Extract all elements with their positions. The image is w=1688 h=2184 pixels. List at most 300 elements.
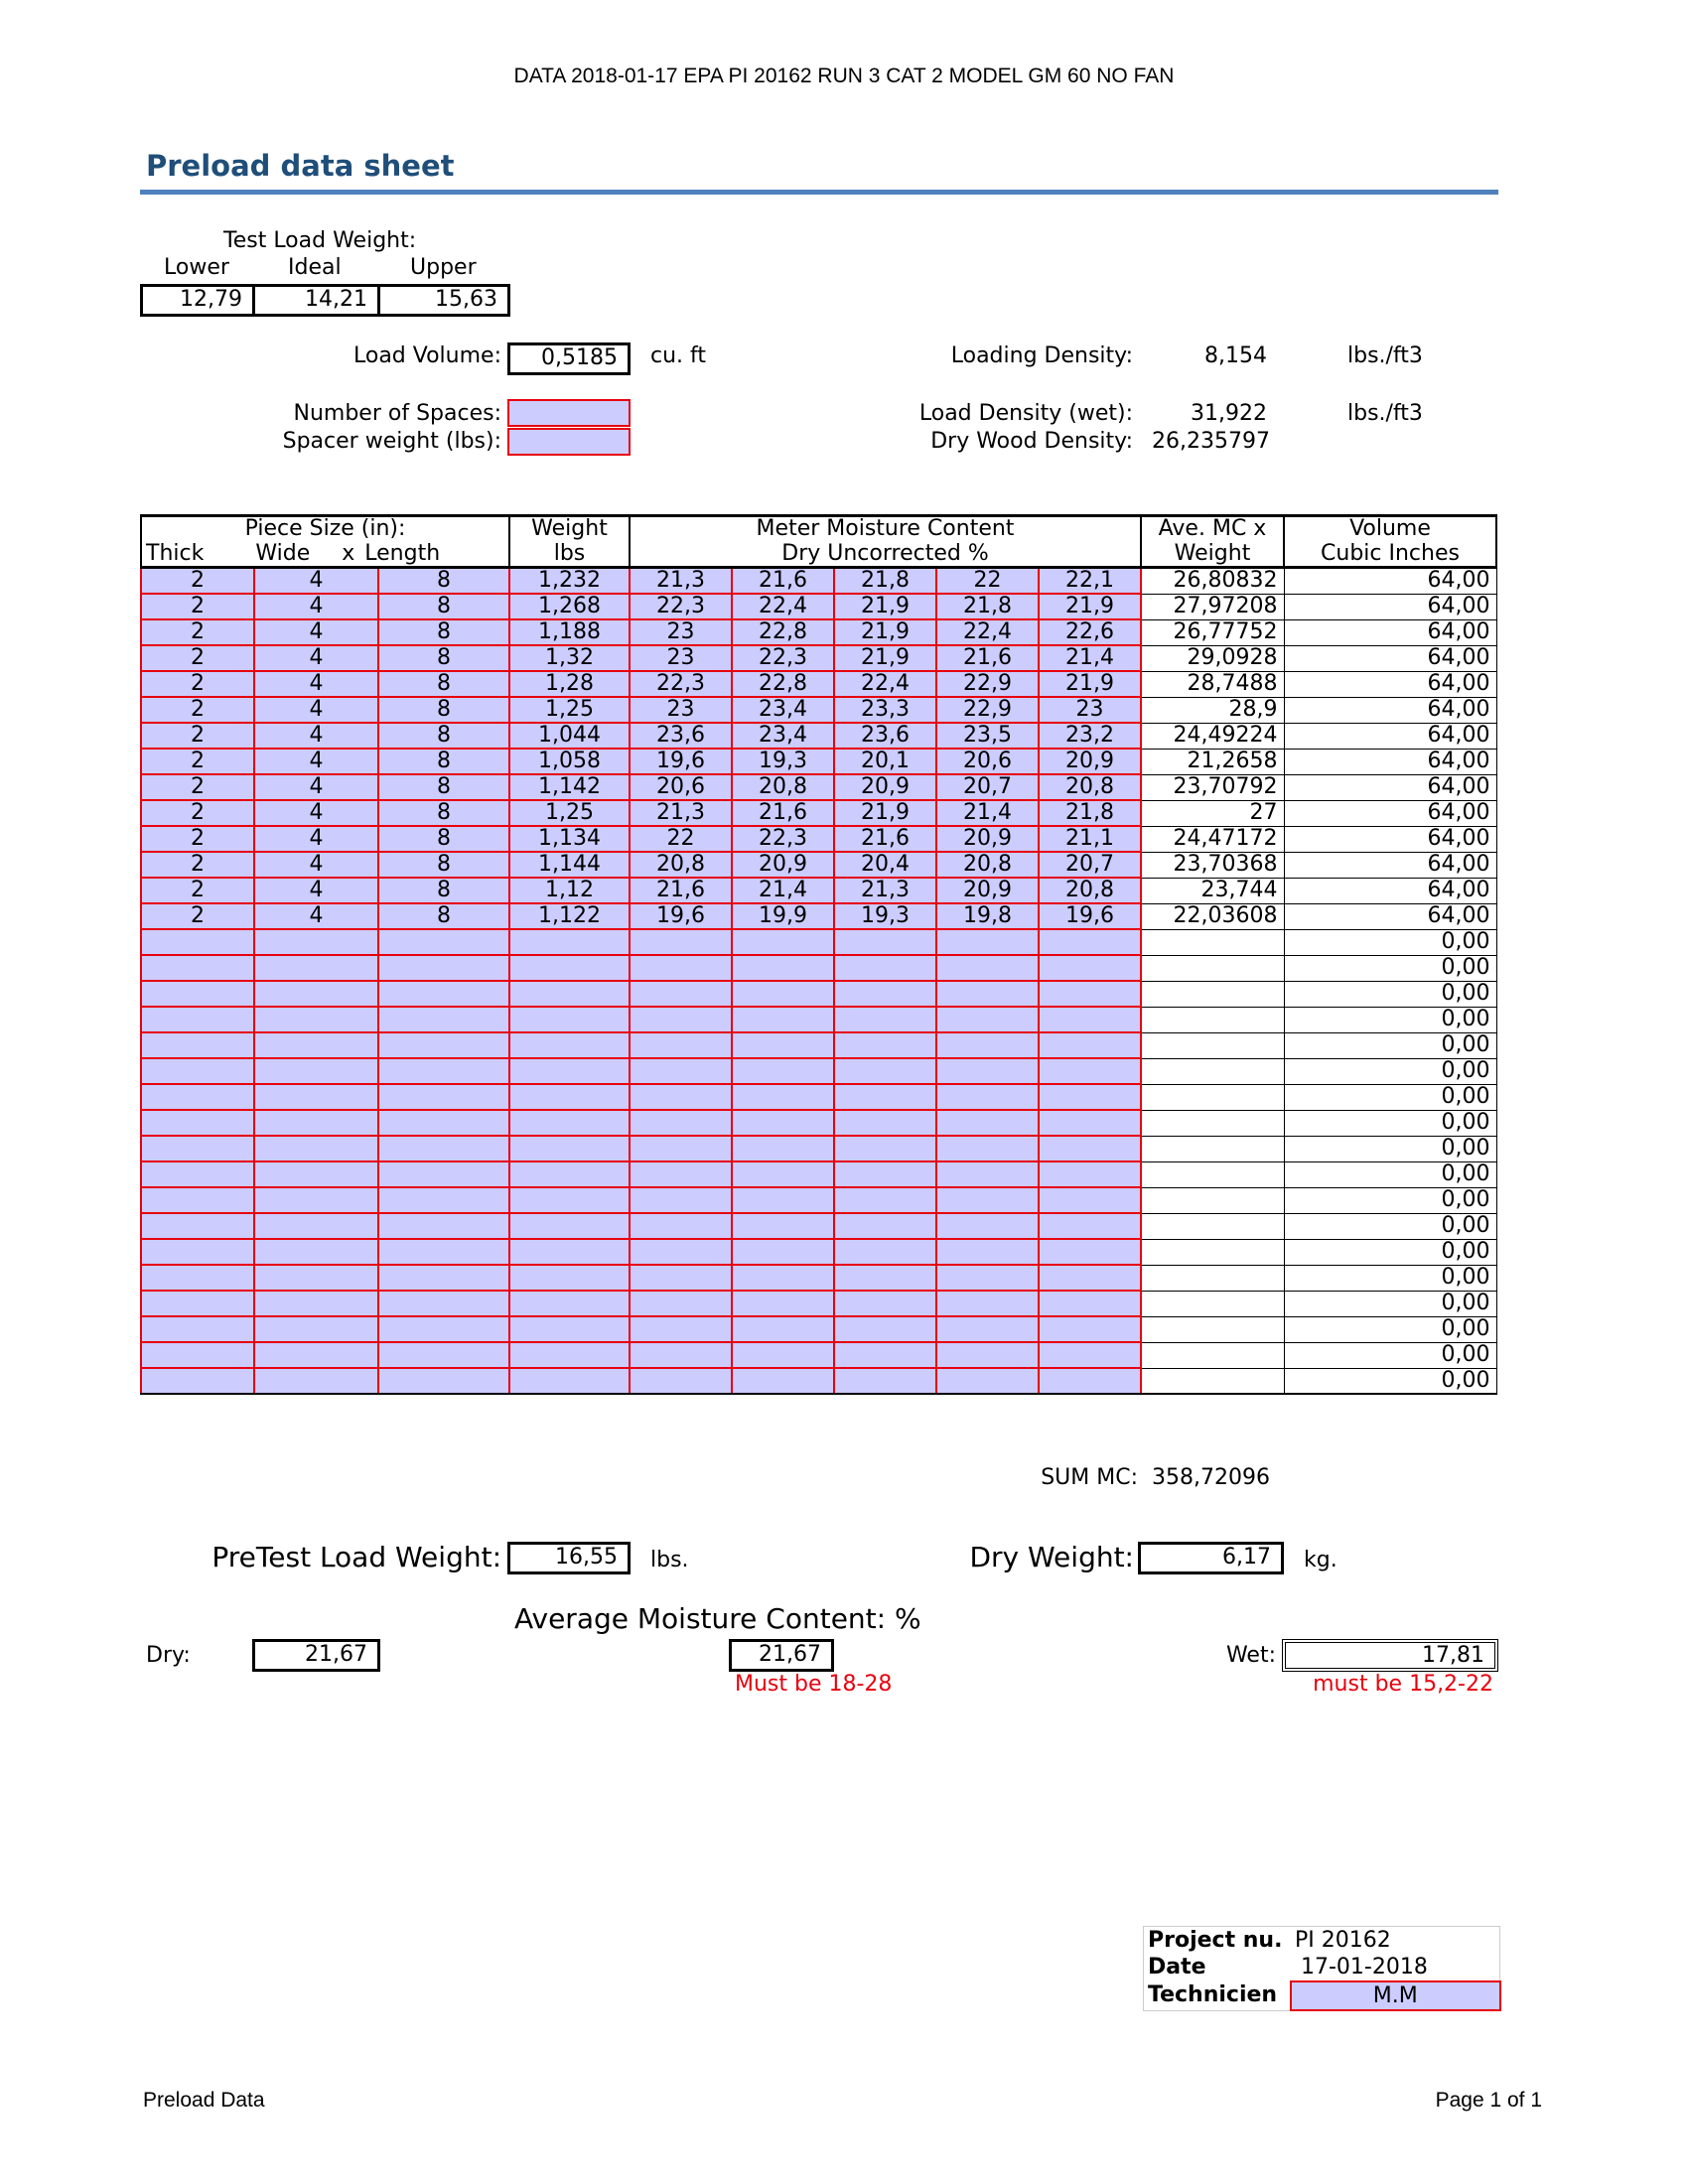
cell-mc2[interactable] [732,1187,834,1213]
cell-mc1[interactable]: 21,3 [630,800,732,826]
cell-weight[interactable]: 1,122 [509,903,630,929]
cell-mc5[interactable]: 21,9 [1039,671,1141,697]
cell-mc2[interactable]: 19,9 [732,903,834,929]
cell-thick[interactable] [141,1161,254,1187]
cell-mc5[interactable] [1039,1213,1141,1239]
cell-mc1[interactable]: 21,6 [630,878,732,903]
cell-mc5[interactable] [1039,1058,1141,1084]
cell-mc1[interactable]: 19,6 [630,903,732,929]
cell-mc5[interactable] [1039,1265,1141,1291]
cell-weight[interactable]: 1,268 [509,594,630,619]
cell-mc3[interactable] [834,1161,936,1187]
cell-mc5[interactable]: 21,1 [1039,826,1141,852]
cell-mc4[interactable]: 20,7 [936,774,1039,800]
cell-wide[interactable] [254,1084,378,1110]
cell-thick[interactable]: 2 [141,723,254,749]
cell-mc5[interactable] [1039,1316,1141,1342]
cell-wide[interactable]: 4 [254,671,378,697]
cell-mc2[interactable] [732,1239,834,1265]
cell-mc5[interactable] [1039,955,1141,981]
cell-length[interactable] [378,1213,509,1239]
cell-mc3[interactable]: 19,3 [834,903,936,929]
cell-weight[interactable] [509,1032,630,1058]
cell-length[interactable] [378,1110,509,1136]
cell-thick[interactable]: 2 [141,749,254,774]
cell-thick[interactable] [141,1084,254,1110]
date-value: 17-01-2018 [1291,1954,1500,1981]
cell-wide[interactable] [254,1136,378,1161]
cell-mc2[interactable]: 22,8 [732,671,834,697]
cell-mc5[interactable] [1039,1187,1141,1213]
cell-mc1[interactable]: 21,3 [630,568,732,595]
cell-mc1[interactable] [630,1032,732,1058]
cell-mc2[interactable] [732,1213,834,1239]
cell-mc3[interactable]: 20,9 [834,774,936,800]
cell-thick[interactable] [141,1007,254,1032]
cell-mc3[interactable]: 21,6 [834,826,936,852]
cell-weight[interactable]: 1,144 [509,852,630,878]
cell-wide[interactable]: 4 [254,774,378,800]
cell-mc1[interactable]: 23 [630,619,732,645]
cell-mc1[interactable] [630,1110,732,1136]
number-of-spaces-input[interactable] [507,399,631,427]
cell-mc4[interactable] [936,981,1039,1007]
cell-weight[interactable]: 1,25 [509,800,630,826]
cell-mc5[interactable]: 21,8 [1039,800,1141,826]
cell-mc2[interactable] [732,1342,834,1368]
cell-mc5[interactable] [1039,1084,1141,1110]
cell-length[interactable] [378,1368,509,1394]
cell-mc4[interactable]: 19,8 [936,903,1039,929]
cell-mc3[interactable] [834,955,936,981]
cell-mc3[interactable] [834,1007,936,1032]
cell-mc4[interactable] [936,1239,1039,1265]
cell-length[interactable]: 8 [378,645,509,671]
cell-mc3[interactable]: 21,9 [834,645,936,671]
cell-mc4[interactable] [936,1007,1039,1032]
cell-length[interactable]: 8 [378,594,509,619]
cell-mc4[interactable] [936,1084,1039,1110]
cell-weight[interactable]: 1,25 [509,697,630,723]
cell-thick[interactable] [141,1265,254,1291]
cell-mc1[interactable] [630,981,732,1007]
cell-mc1[interactable]: 22,3 [630,594,732,619]
cell-mc1[interactable] [630,929,732,955]
cell-length[interactable] [378,1187,509,1213]
cell-thick[interactable] [141,1239,254,1265]
cell-mc2[interactable]: 19,3 [732,749,834,774]
cell-thick[interactable]: 2 [141,800,254,826]
cell-mc3[interactable]: 23,3 [834,697,936,723]
cell-mc5[interactable]: 23 [1039,697,1141,723]
cell-thick[interactable] [141,929,254,955]
cell-weight[interactable] [509,1265,630,1291]
cell-weight[interactable] [509,1058,630,1084]
cell-mc3[interactable] [834,1291,936,1316]
cell-length[interactable]: 8 [378,568,509,595]
cell-mc2[interactable]: 23,4 [732,697,834,723]
cell-length[interactable]: 8 [378,774,509,800]
cell-mc2[interactable] [732,1265,834,1291]
cell-mc4[interactable] [936,1161,1039,1187]
cell-length[interactable]: 8 [378,852,509,878]
cell-weight[interactable]: 1,232 [509,568,630,595]
cell-mc1[interactable]: 23 [630,697,732,723]
cell-mc4[interactable] [936,1213,1039,1239]
cell-mc3[interactable] [834,1110,936,1136]
cell-mc5[interactable]: 23,2 [1039,723,1141,749]
cell-mc2[interactable] [732,1368,834,1394]
cell-weight[interactable]: 1,28 [509,671,630,697]
cell-wide[interactable]: 4 [254,568,378,595]
cell-mc3[interactable] [834,1032,936,1058]
cell-mc1[interactable]: 20,6 [630,774,732,800]
cell-mc5[interactable] [1039,1291,1141,1316]
cell-mc4[interactable] [936,1032,1039,1058]
cell-length[interactable] [378,929,509,955]
cell-length[interactable]: 8 [378,800,509,826]
cell-ave-mc-weight [1141,1187,1284,1213]
cell-mc4[interactable] [936,1265,1039,1291]
cell-length[interactable] [378,1239,509,1265]
cell-mc1[interactable] [630,1007,732,1032]
cell-mc4[interactable] [936,1368,1039,1394]
cell-wide[interactable] [254,1110,378,1136]
cell-thick[interactable]: 2 [141,697,254,723]
cell-mc1[interactable] [630,1265,732,1291]
cell-wide[interactable]: 4 [254,878,378,903]
cell-mc3[interactable]: 23,6 [834,723,936,749]
cell-length[interactable]: 8 [378,749,509,774]
cell-wide[interactable]: 4 [254,723,378,749]
cell-mc2[interactable] [732,1084,834,1110]
cell-mc5[interactable] [1039,1239,1141,1265]
cell-thick[interactable] [141,1110,254,1136]
cell-mc3[interactable]: 21,8 [834,568,936,595]
cell-mc3[interactable] [834,1239,936,1265]
cell-mc5[interactable] [1039,1007,1141,1032]
cell-wide[interactable]: 4 [254,619,378,645]
cell-mc4[interactable] [936,1291,1039,1316]
cell-mc2[interactable]: 22,4 [732,594,834,619]
cell-length[interactable] [378,1084,509,1110]
cell-mc5[interactable]: 21,4 [1039,645,1141,671]
cell-mc1[interactable] [630,955,732,981]
cell-mc5[interactable]: 20,8 [1039,774,1141,800]
cell-weight[interactable]: 1,12 [509,878,630,903]
cell-mc3[interactable]: 20,4 [834,852,936,878]
cell-weight[interactable] [509,1136,630,1161]
cell-mc5[interactable] [1039,1342,1141,1368]
cell-length[interactable]: 8 [378,826,509,852]
cell-thick[interactable]: 2 [141,594,254,619]
table-row [141,1110,1496,1136]
cell-thick[interactable]: 2 [141,878,254,903]
cell-weight[interactable]: 1,134 [509,826,630,852]
cell-weight[interactable] [509,1110,630,1136]
cell-mc5[interactable] [1039,929,1141,955]
cell-length[interactable]: 8 [378,671,509,697]
cell-weight[interactable] [509,1291,630,1316]
cell-length[interactable] [378,1032,509,1058]
cell-mc1[interactable] [630,1161,732,1187]
cell-mc3[interactable] [834,1368,936,1394]
cell-thick[interactable] [141,1187,254,1213]
cell-thick[interactable] [141,1136,254,1161]
cell-mc4[interactable]: 21,6 [936,645,1039,671]
cell-length[interactable]: 8 [378,878,509,903]
cell-thick[interactable] [141,1213,254,1239]
cell-mc5[interactable]: 20,9 [1039,749,1141,774]
cell-mc4[interactable]: 22,9 [936,671,1039,697]
cell-mc4[interactable] [936,1110,1039,1136]
cell-mc4[interactable]: 20,6 [936,749,1039,774]
cell-mc5[interactable]: 19,6 [1039,903,1141,929]
cell-volume: 0,00 [1284,1032,1496,1058]
cell-length[interactable] [378,1136,509,1161]
cell-mc3[interactable] [834,1058,936,1084]
cell-wide[interactable] [254,1368,378,1394]
cell-mc1[interactable]: 22 [630,826,732,852]
cell-mc4[interactable]: 23,5 [936,723,1039,749]
cell-mc4[interactable]: 20,9 [936,826,1039,852]
cell-wide[interactable] [254,955,378,981]
cell-ave-mc-weight: 27 [1141,800,1284,826]
cell-thick[interactable] [141,1342,254,1368]
cell-wide[interactable] [254,1007,378,1032]
cell-wide[interactable] [254,1058,378,1084]
cell-mc4[interactable]: 21,4 [936,800,1039,826]
cell-weight[interactable]: 1,188 [509,619,630,645]
cell-mc1[interactable]: 19,6 [630,749,732,774]
cell-mc5[interactable]: 20,8 [1039,878,1141,903]
cell-thick[interactable]: 2 [141,774,254,800]
cell-length[interactable] [378,1007,509,1032]
cell-mc2[interactable] [732,981,834,1007]
cell-mc4[interactable]: 20,9 [936,878,1039,903]
cell-mc2[interactable] [732,1032,834,1058]
cell-thick[interactable]: 2 [141,903,254,929]
cell-weight[interactable]: 1,044 [509,723,630,749]
cell-wide[interactable] [254,1265,378,1291]
cell-mc4[interactable] [936,929,1039,955]
cell-mc1[interactable] [630,1136,732,1161]
cell-weight[interactable] [509,1213,630,1239]
cell-mc2[interactable] [732,1136,834,1161]
cell-length[interactable] [378,1058,509,1084]
cell-mc3[interactable] [834,1316,936,1342]
cell-thick[interactable] [141,955,254,981]
cell-wide[interactable] [254,1342,378,1368]
cell-mc3[interactable] [834,1342,936,1368]
cell-weight[interactable] [509,1239,630,1265]
cell-mc2[interactable]: 21,6 [732,568,834,595]
cell-mc3[interactable] [834,981,936,1007]
cell-mc2[interactable] [732,929,834,955]
cell-mc2[interactable]: 23,4 [732,723,834,749]
technician-input[interactable]: M.M [1291,1981,1500,2010]
cell-weight[interactable] [509,981,630,1007]
cell-weight[interactable] [509,955,630,981]
cell-mc1[interactable]: 20,8 [630,852,732,878]
cell-mc5[interactable]: 22,6 [1039,619,1141,645]
cell-mc1[interactable]: 23,6 [630,723,732,749]
cell-weight[interactable] [509,1342,630,1368]
cell-mc1[interactable] [630,1187,732,1213]
cell-wide[interactable] [254,1213,378,1239]
cell-mc2[interactable] [732,955,834,981]
cell-mc4[interactable] [936,1187,1039,1213]
cell-mc4[interactable] [936,1342,1039,1368]
cell-mc5[interactable]: 20,7 [1039,852,1141,878]
cell-wide[interactable] [254,1161,378,1187]
cell-mc3[interactable] [834,1213,936,1239]
cell-mc3[interactable]: 20,1 [834,749,936,774]
cell-mc2[interactable]: 21,6 [732,800,834,826]
cell-mc1[interactable] [630,1058,732,1084]
cell-mc4[interactable] [936,1136,1039,1161]
cell-mc5[interactable] [1039,981,1141,1007]
cell-length[interactable] [378,981,509,1007]
cell-wide[interactable] [254,1032,378,1058]
cell-weight[interactable]: 1,32 [509,645,630,671]
table-row [141,1136,1496,1161]
cell-wide[interactable]: 4 [254,852,378,878]
cell-weight[interactable] [509,929,630,955]
cell-length[interactable] [378,1342,509,1368]
cell-mc3[interactable]: 21,3 [834,878,936,903]
cell-mc3[interactable]: 21,9 [834,800,936,826]
cell-mc3[interactable] [834,1265,936,1291]
cell-mc3[interactable] [834,1136,936,1161]
cell-mc4[interactable] [936,1058,1039,1084]
cell-thick[interactable] [141,1058,254,1084]
cell-length[interactable] [378,1316,509,1342]
cell-thick[interactable] [141,1291,254,1316]
ideal-label: Ideal [288,255,342,280]
cell-mc2[interactable] [732,1316,834,1342]
cell-thick[interactable]: 2 [141,671,254,697]
cell-mc4[interactable] [936,955,1039,981]
cell-mc5[interactable] [1039,1032,1141,1058]
cell-mc3[interactable] [834,1084,936,1110]
cell-mc4[interactable] [936,1316,1039,1342]
cell-thick[interactable]: 2 [141,852,254,878]
cell-mc2[interactable] [732,1161,834,1187]
cell-mc4[interactable]: 22 [936,568,1039,595]
cell-mc3[interactable]: 22,4 [834,671,936,697]
cell-mc5[interactable]: 21,9 [1039,594,1141,619]
cell-wide[interactable]: 4 [254,594,378,619]
cell-length[interactable] [378,1265,509,1291]
cell-thick[interactable] [141,1032,254,1058]
cell-wide[interactable] [254,981,378,1007]
cell-weight[interactable] [509,1187,630,1213]
cell-wide[interactable] [254,1291,378,1316]
cell-weight[interactable] [509,1084,630,1110]
cell-length[interactable] [378,1291,509,1316]
cell-mc2[interactable] [732,1291,834,1316]
cell-length[interactable]: 8 [378,619,509,645]
cell-mc3[interactable] [834,1187,936,1213]
cell-weight[interactable] [509,1161,630,1187]
cell-weight[interactable]: 1,058 [509,749,630,774]
cell-wide[interactable]: 4 [254,826,378,852]
cell-thick[interactable]: 2 [141,826,254,852]
cell-wide[interactable] [254,929,378,955]
cell-thick[interactable] [141,981,254,1007]
cell-thick[interactable]: 2 [141,619,254,645]
cell-wide[interactable]: 4 [254,800,378,826]
cell-mc2[interactable] [732,1110,834,1136]
cell-mc4[interactable]: 20,8 [936,852,1039,878]
cell-mc2[interactable]: 20,9 [732,852,834,878]
cell-length[interactable]: 8 [378,697,509,723]
cell-mc5[interactable]: 22,1 [1039,568,1141,595]
cell-mc1[interactable]: 23 [630,645,732,671]
cell-wide[interactable]: 4 [254,749,378,774]
cell-wide[interactable] [254,1187,378,1213]
cell-mc3[interactable]: 21,9 [834,619,936,645]
cell-mc3[interactable] [834,929,936,955]
cell-wide[interactable]: 4 [254,645,378,671]
cell-length[interactable]: 8 [378,723,509,749]
cell-mc3[interactable]: 21,9 [834,594,936,619]
load-volume-unit: cu. ft [650,343,707,368]
cell-mc2[interactable] [732,1007,834,1032]
cell-weight[interactable] [509,1368,630,1394]
cell-mc4[interactable]: 22,4 [936,619,1039,645]
cell-thick[interactable]: 2 [141,568,254,595]
cell-weight[interactable] [509,1316,630,1342]
cell-mc1[interactable] [630,1239,732,1265]
spacer-weight-input[interactable] [507,428,631,456]
cell-mc5[interactable] [1039,1110,1141,1136]
cell-weight[interactable] [509,1007,630,1032]
cell-length[interactable]: 8 [378,903,509,929]
cell-thick[interactable] [141,1316,254,1342]
cell-mc4[interactable]: 21,8 [936,594,1039,619]
cell-wide[interactable] [254,1316,378,1342]
cell-mc2[interactable]: 20,8 [732,774,834,800]
cell-mc2[interactable]: 22,8 [732,619,834,645]
cell-mc5[interactable] [1039,1136,1141,1161]
cell-mc5[interactable] [1039,1161,1141,1187]
cell-mc1[interactable] [630,1368,732,1394]
cell-wide[interactable]: 4 [254,903,378,929]
cell-mc1[interactable] [630,1316,732,1342]
cell-mc5[interactable] [1039,1368,1141,1394]
cell-mc2[interactable] [732,1058,834,1084]
cell-mc1[interactable]: 22,3 [630,671,732,697]
cell-thick[interactable]: 2 [141,645,254,671]
cell-length[interactable] [378,1161,509,1187]
cell-length[interactable] [378,955,509,981]
cell-mc1[interactable] [630,1084,732,1110]
cell-mc1[interactable] [630,1213,732,1239]
cell-weight[interactable]: 1,142 [509,774,630,800]
cell-mc1[interactable] [630,1291,732,1316]
cell-mc4[interactable]: 22,9 [936,697,1039,723]
cell-mc2[interactable]: 21,4 [732,878,834,903]
cell-volume: 64,00 [1284,749,1496,774]
cell-mc2[interactable]: 22,3 [732,826,834,852]
cell-thick[interactable] [141,1368,254,1394]
cell-wide[interactable] [254,1239,378,1265]
cell-mc1[interactable] [630,1342,732,1368]
cell-mc2[interactable]: 22,3 [732,645,834,671]
cell-wide[interactable]: 4 [254,697,378,723]
